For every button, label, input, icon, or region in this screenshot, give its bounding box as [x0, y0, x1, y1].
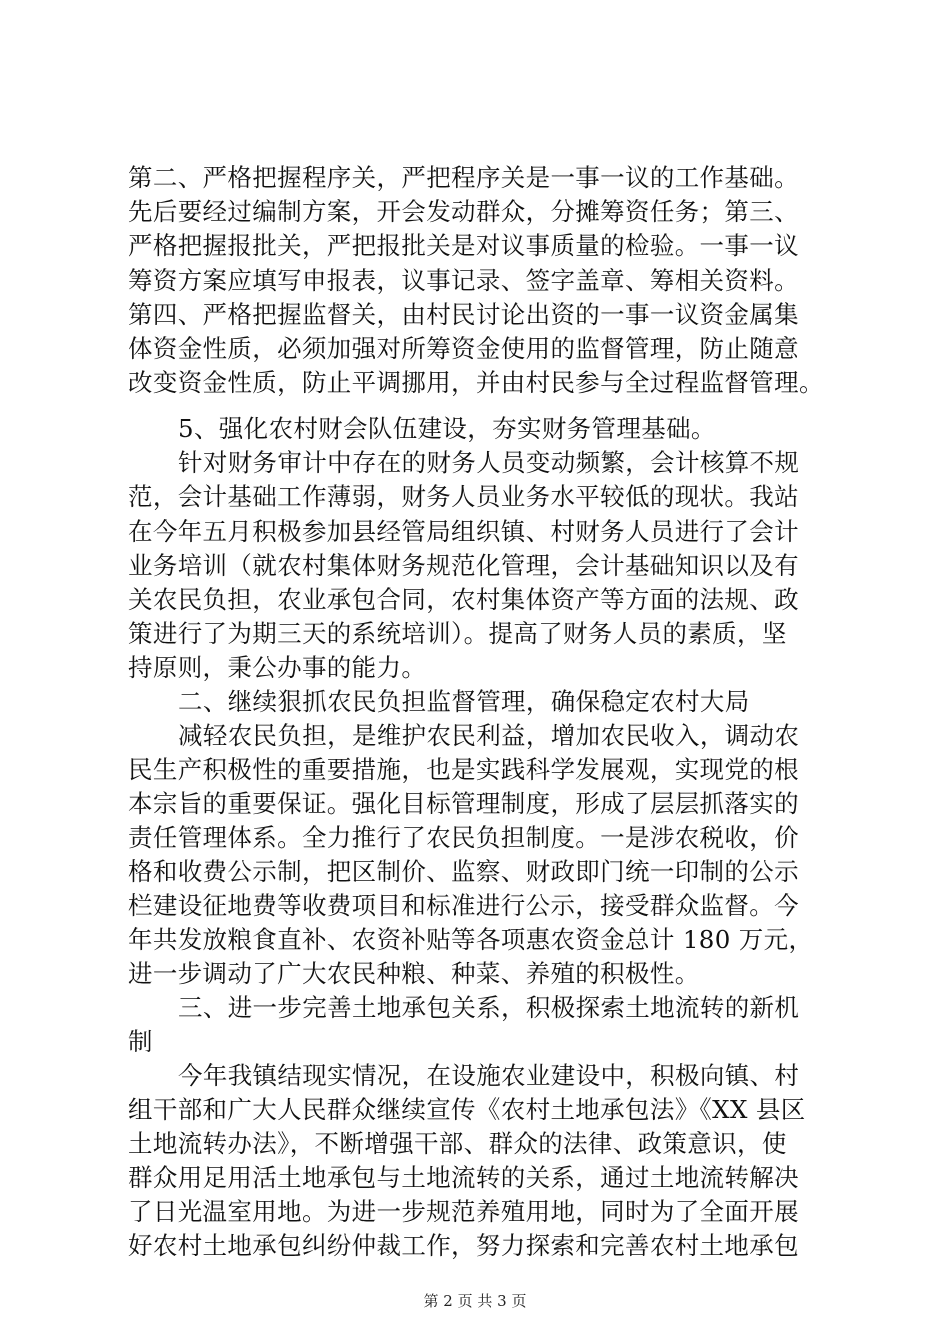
paragraph-line: 土地流转办法》，不断增强干部、群众的法律、政策意识，使	[128, 1129, 787, 1158]
paragraph-line: 群众用足用活土地承包与土地流转的关系，通过土地流转解决	[128, 1163, 799, 1192]
paragraph-line: 组干部和广大人民群众继续宣传《农村土地承包法》《XX 县区	[128, 1095, 806, 1124]
paragraph-line: 栏建设征地费等收费项目和标准进行公示，接受群众监督。今	[128, 891, 799, 920]
paragraph-line: 民生产积极性的重要措施，也是实践科学发展观，实现党的根	[128, 755, 799, 784]
paragraph-line: 进一步调动了广大农民种粮、种菜、养殖的积极性。	[128, 959, 700, 988]
paragraph-line: 持原则，秉公办事的能力。	[128, 653, 427, 682]
paragraph-line: 改变资金性质，防止平调挪用，并由村民参与全过程监督管理。	[128, 368, 824, 397]
paragraph-line: 筹资方案应填写申报表，议事记录、签字盖章、筹相关资料。	[128, 266, 799, 295]
paragraph-line: 体资金性质，必须加强对所筹资金使用的监督管理，防止随意	[128, 334, 799, 363]
paragraph-line: 策进行了为期三天的系统培训）。提高了财务人员的素质，坚	[128, 619, 787, 648]
paragraph-line: 格和收费公示制，把区制价、监察、财政即门统一印制的公示	[128, 857, 799, 886]
paragraph-line: 责任管理体系。全力推行了农民负担制度。一是涉农税收，价	[128, 823, 799, 852]
paragraph-line: 严格把握报批关，严把报批关是对议事质量的检验。一事一议	[128, 231, 799, 260]
paragraph-line: 第二、严格把握程序关，严把程序关是一事一议的工作基础。	[128, 163, 799, 192]
section-heading: 三、进一步完善土地承包关系，积极探索土地流转的新机	[178, 993, 800, 1022]
page-number: 第 2 页 共 3 页	[423, 1292, 527, 1310]
paragraph-line: 减轻农民负担，是维护农民利益，增加农民收入，调动农	[178, 721, 800, 750]
section-heading: 5、强化农村财会队伍建设，夯实财务管理基础。	[178, 414, 716, 443]
paragraph-line: 关农民负担，农业承包合同，农村集体资产等方面的法规、政	[128, 585, 799, 614]
paragraph-line: 今年我镇结现实情况，在设施农业建设中，积极向镇、村	[178, 1061, 800, 1090]
paragraph-line: 第四、严格把握监督关，由村民讨论出资的一事一议资金属集	[128, 300, 799, 329]
paragraph-line: 针对财务审计中存在的财务人员变动频繁，会计核算不规	[178, 448, 800, 477]
paragraph-line: 范，会计基础工作薄弱，财务人员业务水平较低的现状。我站	[128, 482, 799, 511]
paragraph-line: 年共发放粮食直补、农资补贴等各项惠农资金总计 180 万元，	[128, 925, 814, 954]
paragraph-line: 业务培训（就农村集体财务规范化管理，会计基础知识以及有	[128, 551, 799, 580]
section-heading: 制	[128, 1027, 153, 1056]
paragraph-line: 了日光温室用地。为进一步规范养殖用地，同时为了全面开展	[128, 1197, 799, 1226]
paragraph-line: 本宗旨的重要保证。强化目标管理制度，形成了层层抓落实的	[128, 789, 799, 818]
paragraph-line: 好农村土地承包纠纷仲裁工作，努力探索和完善农村土地承包	[128, 1231, 799, 1260]
section-heading: 二、继续狠抓农民负担监督管理，确保稳定农村大局	[178, 687, 750, 716]
paragraph-line: 在今年五月积极参加县经管局组织镇、村财务人员进行了会计	[128, 517, 799, 546]
paragraph-line: 先后要经过编制方案，开会发动群众，分摊筹资任务；第三、	[128, 197, 799, 226]
